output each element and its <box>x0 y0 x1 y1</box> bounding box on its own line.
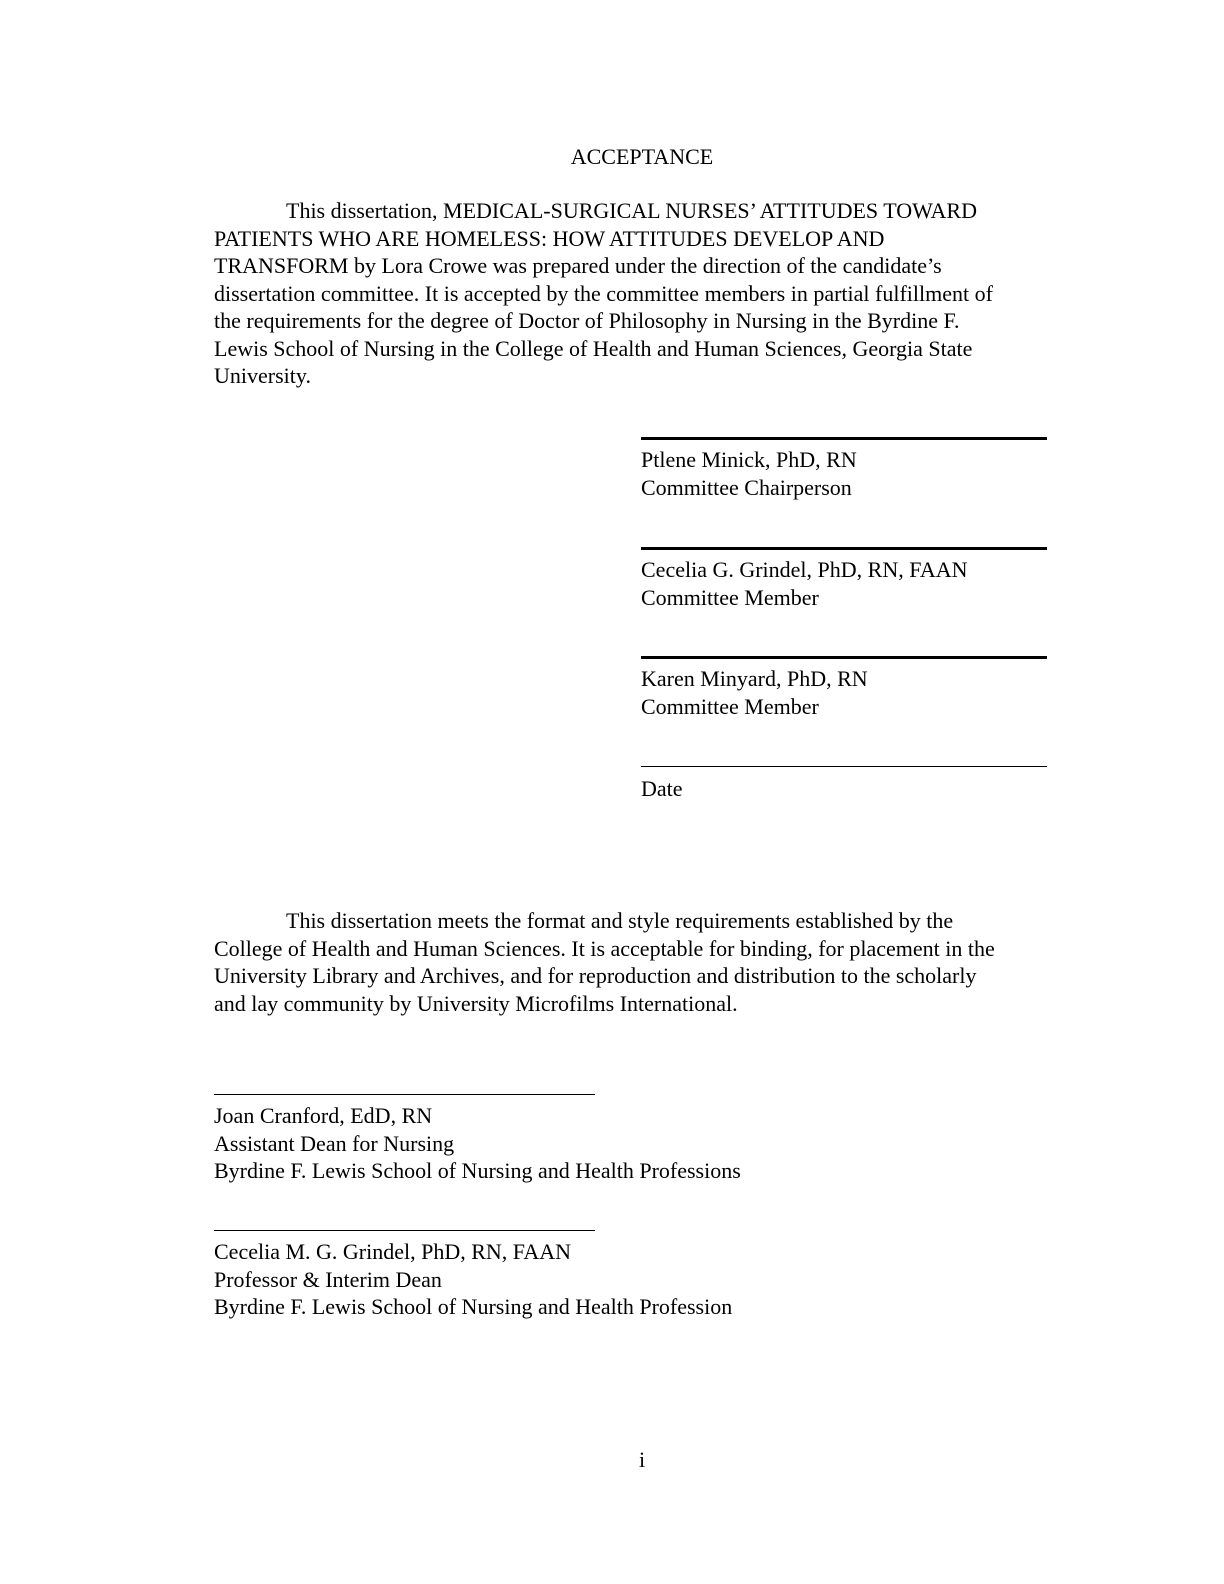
signature-line <box>641 547 1047 550</box>
format-line: College of Health and Human Sciences. It is acceptable for binding, for placement in the <box>214 935 995 961</box>
dean-title: Assistant Dean for Nursing <box>214 1130 455 1156</box>
signatory-name: Karen Minyard, PhD, RN <box>641 666 868 691</box>
dean-signature-block-2 <box>214 1230 814 1321</box>
signatory-role: Committee Chairperson <box>641 474 852 500</box>
page-title: ACCEPTANCE <box>570 144 714 169</box>
format-line: University Library and Archives, and for reproduction and distribution to the scholarly <box>214 963 977 988</box>
format-line: This dissertation meets the format and style requirements established by the <box>286 908 954 933</box>
signature-block-member-2 <box>641 656 1047 720</box>
signatory-role: Committee Member <box>641 584 819 610</box>
date-line <box>641 766 1047 767</box>
format-line: and lay community by University Microfilms International. <box>214 990 738 1016</box>
dean-school: Byrdine F. Lewis School of Nursing and Health Profession <box>214 1294 733 1319</box>
date-label: Date <box>641 776 683 801</box>
acceptance-line: University. <box>214 363 311 388</box>
acceptance-paragraph <box>214 197 1064 390</box>
dean-title: Professor & Interim Dean <box>214 1266 442 1292</box>
acceptance-line: Lewis School of Nursing in the College of Health and Human Sciences, Georgia State <box>214 335 973 361</box>
signature-block-chairperson <box>641 437 1047 501</box>
acceptance-line: dissertation committee. It is accepted by the committee members in partial fulfillment of <box>214 280 993 306</box>
dean-name: Cecelia M. G. Grindel, PhD, RN, FAAN <box>214 1239 572 1264</box>
acceptance-line: TRANSFORM by Lora Crowe was prepared under the direction of the candidate’s <box>214 253 942 278</box>
dean-school: Byrdine F. Lewis School of Nursing and Health Professions <box>214 1158 741 1183</box>
date-block <box>641 766 1047 803</box>
signature-line <box>641 437 1047 440</box>
format-paragraph <box>214 907 1064 1017</box>
signatory-name: Cecelia G. Grindel, PhD, RN, FAAN <box>641 557 968 582</box>
dean-signature-block-1 <box>214 1094 814 1185</box>
acceptance-line: This dissertation, MEDICAL-SURGICAL NURSES’ ATTITUDES TOWARD <box>286 198 977 223</box>
signature-block-member-1 <box>641 547 1047 611</box>
acceptance-line: PATIENTS WHO ARE HOMELESS: HOW ATTITUDES DEVELOP AND <box>214 225 885 251</box>
acceptance-line: the requirements for the degree of Doctor of Philosophy in Nursing in the Byrdine F. <box>214 308 960 333</box>
signatory-role: Committee Member <box>641 693 819 719</box>
page-number: i <box>638 1447 646 1472</box>
signatory-name: Ptlene Minick, PhD, RN <box>641 447 857 472</box>
signature-line <box>214 1094 595 1095</box>
dean-name: Joan Cranford, EdD, RN <box>214 1103 433 1128</box>
signature-line <box>214 1230 595 1231</box>
signature-line <box>641 656 1047 659</box>
